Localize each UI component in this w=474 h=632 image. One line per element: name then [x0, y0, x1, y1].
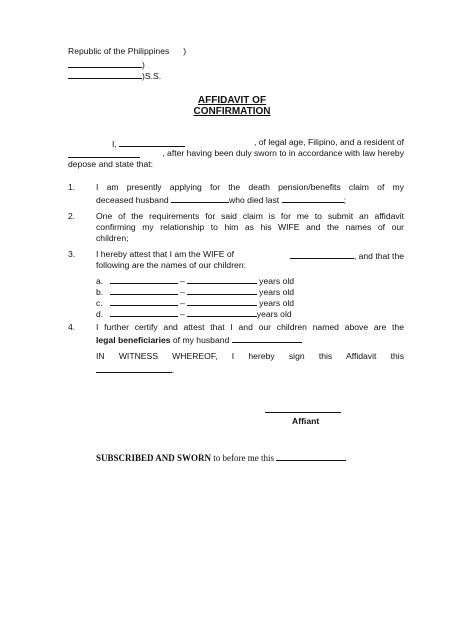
- witness-line-2: [96, 363, 174, 376]
- child-letter-a: a.: [96, 276, 104, 286]
- child-letter-c: c.: [96, 298, 103, 308]
- item-1-text-b: deceased husband: [96, 195, 169, 205]
- venue-paren-2: ): [142, 60, 145, 70]
- witness-text: IN WITNESS WHEREOF, I hereby sign this Affidavit this: [96, 351, 404, 361]
- child-name-blank-d[interactable]: [110, 307, 178, 317]
- province-blank[interactable]: [68, 58, 142, 68]
- subscribed-line: [96, 451, 346, 464]
- item-1-text-mid: who died last: [229, 195, 280, 205]
- child-age-blank-b[interactable]: [187, 285, 257, 295]
- child-letter-b: b.: [96, 287, 104, 297]
- venue-city-line: [68, 69, 161, 82]
- subscribed-rest: to before me this: [213, 453, 275, 463]
- intro-line-2: [68, 148, 404, 159]
- witness-period: .: [172, 365, 175, 375]
- item-1-text-a: I am presently applying for the death pension/benefits claim of my: [96, 182, 404, 192]
- subscribed-date-blank[interactable]: [276, 451, 346, 461]
- item-3-text-a: I hereby attest that I am the WIFE of: [96, 249, 235, 259]
- child-suffix-b: years old: [259, 287, 295, 297]
- item-1-line-1: [96, 182, 404, 193]
- item-1-line-2: [96, 193, 346, 206]
- husband-name-blank-2[interactable]: [290, 249, 354, 259]
- child-name-blank-c[interactable]: [110, 296, 178, 306]
- item-1-text-end: ;: [343, 195, 346, 205]
- witness-date-blank[interactable]: [96, 363, 175, 375]
- child-dash-d: –: [180, 309, 185, 319]
- item-2-line-1: [96, 211, 404, 222]
- affiant-label: Affiant: [292, 416, 320, 426]
- intro-text-a: , of legal age, Filipino, and a resident of: [253, 137, 404, 147]
- item-2-text-b: confirming my relationship to him as his WIFE and the names of our: [96, 222, 404, 232]
- death-date-blank[interactable]: [282, 193, 344, 203]
- item-number-4: 4.: [68, 322, 76, 332]
- city-blank[interactable]: [68, 69, 142, 79]
- child-suffix-d: years old: [256, 309, 292, 319]
- intro-text-c: depose and state that:: [68, 159, 154, 169]
- item-4-text-b: of my husband: [172, 335, 230, 345]
- child-letter-d: d.: [96, 309, 104, 319]
- item-2-line-2: [96, 222, 404, 233]
- witness-line-1: [96, 351, 404, 362]
- child-dash-c: –: [180, 298, 185, 308]
- legal-beneficiaries-text: legal beneficiaries: [96, 335, 171, 345]
- venue-republic: [68, 46, 186, 57]
- title-line-2: CONFIRMATION: [193, 106, 271, 117]
- item-4-text-a: I further certify and attest that I and our children named above are the: [96, 322, 404, 332]
- subscribed-bold: SUBSCRIBED AND SWORN: [96, 453, 212, 463]
- child-suffix-c: years old: [259, 298, 295, 308]
- venue-paren: ): [183, 46, 187, 56]
- item-4-line-2: [96, 333, 302, 346]
- child-age-blank-a[interactable]: [187, 274, 257, 284]
- item-3-text-b: following are the names of our children:: [96, 260, 246, 270]
- intro-i: I,: [112, 139, 117, 149]
- child-name-blank-b[interactable]: [110, 285, 178, 295]
- intro-text-b: , after having been duly sworn to in accordance with law hereby: [162, 148, 404, 158]
- child-age-blank-c[interactable]: [187, 296, 257, 306]
- item-2-text-a: One of the requirements for said claim is for me to submit an affidavit: [96, 211, 404, 221]
- item-number-3: 3.: [68, 249, 76, 259]
- affiant-name-blank[interactable]: [119, 137, 185, 147]
- item-2-text-c: children;: [96, 233, 129, 243]
- republic-text: Republic of the Philippines: [68, 46, 170, 56]
- child-row-d: [96, 307, 292, 320]
- husband-name-blank-3[interactable]: [232, 333, 302, 343]
- child-name-blank-a[interactable]: [110, 274, 178, 284]
- child-dash-a: –: [180, 276, 185, 286]
- title-line-1: AFFIDAVIT OF: [197, 95, 267, 106]
- item-3-text-end: , and that the: [353, 251, 404, 261]
- child-suffix-a: years old: [259, 276, 295, 286]
- child-age-blank-d[interactable]: [187, 307, 257, 317]
- item-number-1: 1.: [68, 182, 76, 192]
- item-4-line-1: [96, 322, 404, 333]
- ss-label: )S.S.: [142, 71, 162, 81]
- item-number-2: 2.: [68, 211, 76, 221]
- child-dash-b: –: [180, 287, 185, 297]
- residence-blank[interactable]: [68, 148, 140, 158]
- affiant-signature-line[interactable]: [265, 403, 341, 413]
- husband-name-blank[interactable]: [171, 193, 229, 203]
